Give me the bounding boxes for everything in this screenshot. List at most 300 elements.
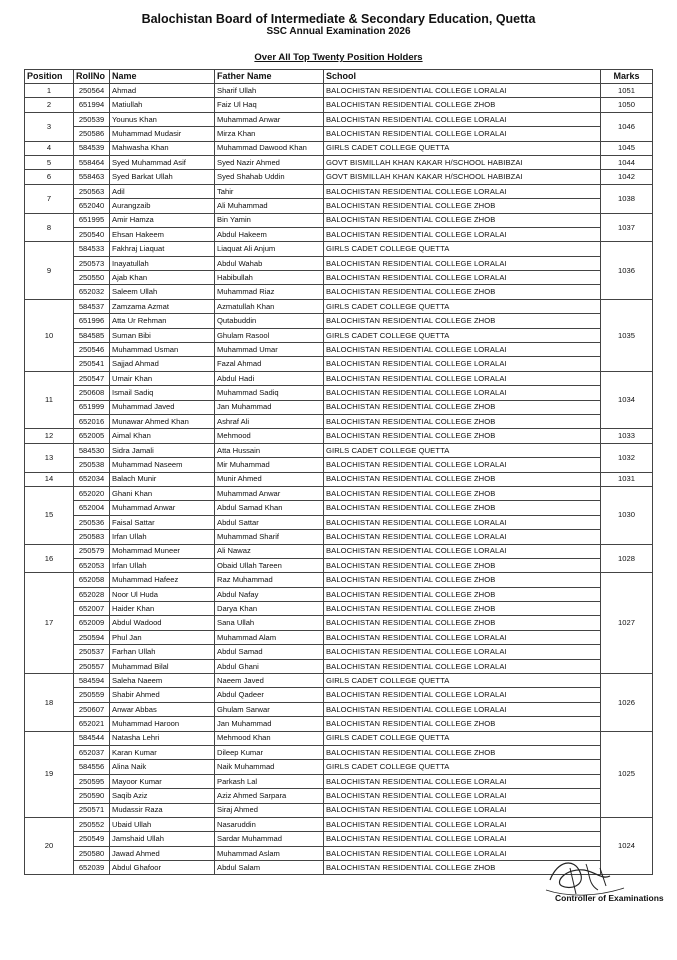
father-name-cell: Faiz Ul Haq bbox=[215, 98, 324, 112]
marks-cell: 1038 bbox=[601, 184, 653, 213]
table-row bbox=[25, 184, 653, 198]
table-row bbox=[25, 688, 653, 702]
school-cell: BALOCHISTAN RESIDENTIAL COLLEGE LORALAI bbox=[324, 659, 601, 673]
rollno-cell: 584533 bbox=[74, 242, 110, 256]
name-cell: Balach Munir bbox=[110, 472, 215, 486]
school-cell: BALOCHISTAN RESIDENTIAL COLLEGE LORALAI bbox=[324, 544, 601, 558]
father-name-cell: Muhammad Alam bbox=[215, 630, 324, 644]
table-row bbox=[25, 357, 653, 371]
school-cell: BALOCHISTAN RESIDENTIAL COLLEGE ZHOB bbox=[324, 717, 601, 731]
marks-cell: 1031 bbox=[601, 472, 653, 486]
name-cell: Muhammad Usman bbox=[110, 343, 215, 357]
position-cell: 11 bbox=[25, 371, 74, 429]
rollno-cell: 652053 bbox=[74, 558, 110, 572]
marks-cell: 1044 bbox=[601, 155, 653, 169]
col-header-father-name: Father Name bbox=[215, 70, 324, 84]
father-name-cell: Parkash Lal bbox=[215, 774, 324, 788]
name-cell: Matiullah bbox=[110, 98, 215, 112]
father-name-cell: Ali Muhammad bbox=[215, 199, 324, 213]
marks-cell: 1030 bbox=[601, 486, 653, 544]
position-cell: 15 bbox=[25, 486, 74, 544]
rollno-cell: 250580 bbox=[74, 846, 110, 860]
rollno-cell: 250552 bbox=[74, 817, 110, 831]
rollno-cell: 250579 bbox=[74, 544, 110, 558]
marks-cell: 1026 bbox=[601, 674, 653, 732]
rollno-cell: 250549 bbox=[74, 832, 110, 846]
school-cell: BALOCHISTAN RESIDENTIAL COLLEGE ZHOB bbox=[324, 285, 601, 299]
table-row bbox=[25, 745, 653, 759]
name-cell: Muhammad Javed bbox=[110, 400, 215, 414]
name-cell: Abdul Wadood bbox=[110, 616, 215, 630]
rollno-cell: 584539 bbox=[74, 141, 110, 155]
name-cell: Ehsan Hakeem bbox=[110, 227, 215, 241]
marks-cell: 1028 bbox=[601, 544, 653, 573]
name-cell: Syed Muhammad Asif bbox=[110, 155, 215, 169]
rollno-cell: 584537 bbox=[74, 299, 110, 313]
marks-cell: 1024 bbox=[601, 817, 653, 875]
rollno-cell: 250573 bbox=[74, 256, 110, 270]
table-row bbox=[25, 803, 653, 817]
father-name-cell: Muhammad Sadiq bbox=[215, 386, 324, 400]
school-cell: BALOCHISTAN RESIDENTIAL COLLEGE ZHOB bbox=[324, 414, 601, 428]
rollno-cell: 652005 bbox=[74, 429, 110, 443]
father-name-cell: Ali Nawaz bbox=[215, 544, 324, 558]
school-cell: BALOCHISTAN RESIDENTIAL COLLEGE LORALAI bbox=[324, 127, 601, 141]
father-name-cell: Abdul Hadi bbox=[215, 371, 324, 385]
rollno-cell: 584556 bbox=[74, 760, 110, 774]
position-cell: 10 bbox=[25, 299, 74, 371]
school-cell: BALOCHISTAN RESIDENTIAL COLLEGE LORALAI bbox=[324, 515, 601, 529]
rollno-cell: 558464 bbox=[74, 155, 110, 169]
rollno-cell: 584544 bbox=[74, 731, 110, 745]
name-cell: Karan Kumar bbox=[110, 745, 215, 759]
marks-cell: 1050 bbox=[601, 98, 653, 112]
table-row bbox=[25, 400, 653, 414]
rollno-cell: 652034 bbox=[74, 472, 110, 486]
rollno-cell: 652039 bbox=[74, 861, 110, 875]
table-row bbox=[25, 501, 653, 515]
rollno-cell: 584594 bbox=[74, 674, 110, 688]
rollno-cell: 250557 bbox=[74, 659, 110, 673]
rollno-cell: 250608 bbox=[74, 386, 110, 400]
marks-cell: 1042 bbox=[601, 170, 653, 184]
table-row bbox=[25, 299, 653, 313]
name-cell: Inayatullah bbox=[110, 256, 215, 270]
school-cell: BALOCHISTAN RESIDENTIAL COLLEGE ZHOB bbox=[324, 573, 601, 587]
name-cell: Jawad Ahmed bbox=[110, 846, 215, 860]
marks-cell: 1025 bbox=[601, 731, 653, 817]
table-row bbox=[25, 717, 653, 731]
table-row bbox=[25, 760, 653, 774]
table-row bbox=[25, 84, 653, 98]
school-cell: GOVT BISMILLAH KHAN KAKAR H/SCHOOL HABIBZAI bbox=[324, 170, 601, 184]
name-cell: Saqib Aziz bbox=[110, 789, 215, 803]
rollno-cell: 250540 bbox=[74, 227, 110, 241]
school-cell: GIRLS CADET COLLEGE QUETTA bbox=[324, 760, 601, 774]
father-name-cell: Muhammad Dawood Khan bbox=[215, 141, 324, 155]
father-name-cell: Qutabuddin bbox=[215, 314, 324, 328]
rollno-cell: 558463 bbox=[74, 170, 110, 184]
position-cell: 5 bbox=[25, 155, 74, 169]
name-cell: Sidra Jamali bbox=[110, 443, 215, 457]
name-cell: Suman Bibi bbox=[110, 328, 215, 342]
school-cell: BALOCHISTAN RESIDENTIAL COLLEGE ZHOB bbox=[324, 587, 601, 601]
father-name-cell: Mehmood Khan bbox=[215, 731, 324, 745]
school-cell: BALOCHISTAN RESIDENTIAL COLLEGE ZHOB bbox=[324, 199, 601, 213]
rollno-cell: 652020 bbox=[74, 486, 110, 500]
school-cell: BALOCHISTAN RESIDENTIAL COLLEGE LORALAI bbox=[324, 789, 601, 803]
rollno-cell: 250546 bbox=[74, 343, 110, 357]
table-row bbox=[25, 731, 653, 745]
school-cell: GOVT BISMILLAH KHAN KAKAR H/SCHOOL HABIBZAI bbox=[324, 155, 601, 169]
rollno-cell: 250559 bbox=[74, 688, 110, 702]
father-name-cell: Jan Muhammad bbox=[215, 400, 324, 414]
table-row bbox=[25, 817, 653, 831]
name-cell: Munawar Ahmed Khan bbox=[110, 414, 215, 428]
father-name-cell: Abdul Salam bbox=[215, 861, 324, 875]
name-cell: Mayoor Kumar bbox=[110, 774, 215, 788]
father-name-cell: Sardar Muhammad bbox=[215, 832, 324, 846]
name-cell: Ghani Khan bbox=[110, 486, 215, 500]
rollno-cell: 652021 bbox=[74, 717, 110, 731]
marks-cell: 1051 bbox=[601, 84, 653, 98]
school-cell: BALOCHISTAN RESIDENTIAL COLLEGE LORALAI bbox=[324, 112, 601, 126]
table-row bbox=[25, 386, 653, 400]
name-cell: Mudassir Raza bbox=[110, 803, 215, 817]
name-cell: Muhammad Mudasir bbox=[110, 127, 215, 141]
table-row bbox=[25, 314, 653, 328]
marks-cell: 1032 bbox=[601, 443, 653, 472]
position-cell: 17 bbox=[25, 573, 74, 674]
school-cell: BALOCHISTAN RESIDENTIAL COLLEGE ZHOB bbox=[324, 745, 601, 759]
table-row bbox=[25, 429, 653, 443]
school-cell: GIRLS CADET COLLEGE QUETTA bbox=[324, 242, 601, 256]
name-cell: Muhammad Haroon bbox=[110, 717, 215, 731]
table-row bbox=[25, 530, 653, 544]
table-row bbox=[25, 127, 653, 141]
father-name-cell: Siraj Ahmed bbox=[215, 803, 324, 817]
father-name-cell: Nasaruddin bbox=[215, 817, 324, 831]
name-cell: Phul Jan bbox=[110, 630, 215, 644]
rollno-cell: 250607 bbox=[74, 702, 110, 716]
table-row bbox=[25, 213, 653, 227]
name-cell: Natasha Lehri bbox=[110, 731, 215, 745]
table-row bbox=[25, 199, 653, 213]
father-name-cell: Abdul Hakeem bbox=[215, 227, 324, 241]
table-row bbox=[25, 544, 653, 558]
school-cell: BALOCHISTAN RESIDENTIAL COLLEGE LORALAI bbox=[324, 271, 601, 285]
name-cell: Shabir Ahmed bbox=[110, 688, 215, 702]
father-name-cell: Abdul Ghani bbox=[215, 659, 324, 673]
table-row bbox=[25, 271, 653, 285]
father-name-cell: Abdul Sattar bbox=[215, 515, 324, 529]
table-row bbox=[25, 227, 653, 241]
rollno-cell: 250564 bbox=[74, 84, 110, 98]
rollno-cell: 584585 bbox=[74, 328, 110, 342]
school-cell: BALOCHISTAN RESIDENTIAL COLLEGE ZHOB bbox=[324, 472, 601, 486]
school-cell: GIRLS CADET COLLEGE QUETTA bbox=[324, 328, 601, 342]
marks-cell: 1036 bbox=[601, 242, 653, 300]
rollno-cell: 652037 bbox=[74, 745, 110, 759]
name-cell: Umair Khan bbox=[110, 371, 215, 385]
father-name-cell: Bin Yamin bbox=[215, 213, 324, 227]
father-name-cell: Munir Ahmed bbox=[215, 472, 324, 486]
rollno-cell: 652028 bbox=[74, 587, 110, 601]
father-name-cell: Habibullah bbox=[215, 271, 324, 285]
table-row bbox=[25, 141, 653, 155]
table-row bbox=[25, 674, 653, 688]
father-name-cell: Sharif Ullah bbox=[215, 84, 324, 98]
board-title: Balochistan Board of Intermediate & Secondary Education, Quetta bbox=[141, 12, 536, 26]
name-cell: Muhammad Anwar bbox=[110, 501, 215, 515]
rollno-cell: 651996 bbox=[74, 314, 110, 328]
rollno-cell: 651999 bbox=[74, 400, 110, 414]
school-cell: BALOCHISTAN RESIDENTIAL COLLEGE ZHOB bbox=[324, 400, 601, 414]
name-cell: Noor Ul Huda bbox=[110, 587, 215, 601]
name-cell: Faisal Sattar bbox=[110, 515, 215, 529]
col-header-name: Name bbox=[110, 70, 215, 84]
school-cell: BALOCHISTAN RESIDENTIAL COLLEGE LORALAI bbox=[324, 357, 601, 371]
school-cell: BALOCHISTAN RESIDENTIAL COLLEGE ZHOB bbox=[324, 486, 601, 500]
father-name-cell: Azmatullah Khan bbox=[215, 299, 324, 313]
name-cell: Syed Barkat Ullah bbox=[110, 170, 215, 184]
col-header-marks: Marks bbox=[601, 70, 653, 84]
name-cell: Farhan Ullah bbox=[110, 645, 215, 659]
position-cell: 7 bbox=[25, 184, 74, 213]
table-row bbox=[25, 98, 653, 112]
name-cell: Zamzama Azmat bbox=[110, 299, 215, 313]
position-cell: 20 bbox=[25, 817, 74, 875]
father-name-cell: Obaid Ullah Tareen bbox=[215, 558, 324, 572]
name-cell: Adil bbox=[110, 184, 215, 198]
name-cell: Irfan Ullah bbox=[110, 530, 215, 544]
school-cell: BALOCHISTAN RESIDENTIAL COLLEGE LORALAI bbox=[324, 256, 601, 270]
rollno-cell: 652007 bbox=[74, 602, 110, 616]
school-cell: BALOCHISTAN RESIDENTIAL COLLEGE ZHOB bbox=[324, 558, 601, 572]
father-name-cell: Ghulam Sarwar bbox=[215, 702, 324, 716]
rollno-cell: 250594 bbox=[74, 630, 110, 644]
table-row bbox=[25, 443, 653, 457]
school-cell: BALOCHISTAN RESIDENTIAL COLLEGE LORALAI bbox=[324, 630, 601, 644]
table-row bbox=[25, 458, 653, 472]
father-name-cell: Muhammad Umar bbox=[215, 343, 324, 357]
rollno-cell: 652016 bbox=[74, 414, 110, 428]
name-cell: Saleha Naeem bbox=[110, 674, 215, 688]
table-row bbox=[25, 616, 653, 630]
name-cell: Saleem Ullah bbox=[110, 285, 215, 299]
school-cell: BALOCHISTAN RESIDENTIAL COLLEGE LORALAI bbox=[324, 184, 601, 198]
school-cell: BALOCHISTAN RESIDENTIAL COLLEGE ZHOB bbox=[324, 602, 601, 616]
name-cell: Ajab Khan bbox=[110, 271, 215, 285]
rollno-cell: 250583 bbox=[74, 530, 110, 544]
father-name-cell: Naeem Javed bbox=[215, 674, 324, 688]
col-header-position: Position bbox=[25, 70, 74, 84]
marks-cell: 1046 bbox=[601, 112, 653, 141]
school-cell: GIRLS CADET COLLEGE QUETTA bbox=[324, 141, 601, 155]
school-cell: BALOCHISTAN RESIDENTIAL COLLEGE LORALAI bbox=[324, 386, 601, 400]
father-name-cell: Mehmood bbox=[215, 429, 324, 443]
school-cell: BALOCHISTAN RESIDENTIAL COLLEGE ZHOB bbox=[324, 501, 601, 515]
table-row bbox=[25, 256, 653, 270]
school-cell: GIRLS CADET COLLEGE QUETTA bbox=[324, 443, 601, 457]
father-name-cell: Muhammad Riaz bbox=[215, 285, 324, 299]
school-cell: BALOCHISTAN RESIDENTIAL COLLEGE LORALAI bbox=[324, 846, 601, 860]
position-cell: 9 bbox=[25, 242, 74, 300]
father-name-cell: Tahir bbox=[215, 184, 324, 198]
father-name-cell: Sana Ullah bbox=[215, 616, 324, 630]
table-row bbox=[25, 414, 653, 428]
father-name-cell: Muhammad Sharif bbox=[215, 530, 324, 544]
table-row bbox=[25, 328, 653, 342]
marks-cell: 1035 bbox=[601, 299, 653, 371]
name-cell: Jamshaid Ullah bbox=[110, 832, 215, 846]
rollno-cell: 250536 bbox=[74, 515, 110, 529]
table-row bbox=[25, 170, 653, 184]
rollno-cell: 250547 bbox=[74, 371, 110, 385]
position-cell: 4 bbox=[25, 141, 74, 155]
rollno-cell: 250595 bbox=[74, 774, 110, 788]
name-cell: Mohammad Muneer bbox=[110, 544, 215, 558]
school-cell: GIRLS CADET COLLEGE QUETTA bbox=[324, 731, 601, 745]
rollno-cell: 250586 bbox=[74, 127, 110, 141]
position-cell: 3 bbox=[25, 112, 74, 141]
table-row bbox=[25, 702, 653, 716]
rollno-cell: 652032 bbox=[74, 285, 110, 299]
school-cell: BALOCHISTAN RESIDENTIAL COLLEGE ZHOB bbox=[324, 429, 601, 443]
table-row bbox=[25, 789, 653, 803]
table-row bbox=[25, 112, 653, 126]
father-name-cell: Liaquat Ali Anjum bbox=[215, 242, 324, 256]
table-row bbox=[25, 645, 653, 659]
father-name-cell: Jan Muhammad bbox=[215, 717, 324, 731]
school-cell: BALOCHISTAN RESIDENTIAL COLLEGE LORALAI bbox=[324, 458, 601, 472]
name-cell: Mahwasha Khan bbox=[110, 141, 215, 155]
position-cell: 14 bbox=[25, 472, 74, 486]
school-cell: BALOCHISTAN RESIDENTIAL COLLEGE LORALAI bbox=[324, 371, 601, 385]
father-name-cell: Syed Nazir Ahmed bbox=[215, 155, 324, 169]
rollno-cell: 652009 bbox=[74, 616, 110, 630]
table-body bbox=[25, 84, 653, 875]
name-cell: Atta Ur Rehman bbox=[110, 314, 215, 328]
name-cell: Younus Khan bbox=[110, 112, 215, 126]
rollno-cell: 250571 bbox=[74, 803, 110, 817]
table-row bbox=[25, 472, 653, 486]
table-row bbox=[25, 630, 653, 644]
name-cell: Alina Naik bbox=[110, 760, 215, 774]
table-header-row bbox=[25, 70, 653, 84]
table-row bbox=[25, 558, 653, 572]
name-cell: Muhammad Hafeez bbox=[110, 573, 215, 587]
school-cell: BALOCHISTAN RESIDENTIAL COLLEGE LORALAI bbox=[324, 227, 601, 241]
table-row bbox=[25, 486, 653, 500]
table-row bbox=[25, 515, 653, 529]
school-cell: BALOCHISTAN RESIDENTIAL COLLEGE LORALAI bbox=[324, 702, 601, 716]
col-header-school: School bbox=[324, 70, 601, 84]
father-name-cell: Muhammad Anwar bbox=[215, 112, 324, 126]
exam-subtitle: SSC Annual Examination 2026 bbox=[266, 26, 411, 37]
table-row bbox=[25, 285, 653, 299]
marks-cell: 1037 bbox=[601, 213, 653, 242]
marks-cell: 1034 bbox=[601, 371, 653, 429]
position-cell: 6 bbox=[25, 170, 74, 184]
father-name-cell: Raz Muhammad bbox=[215, 573, 324, 587]
school-cell: BALOCHISTAN RESIDENTIAL COLLEGE LORALAI bbox=[324, 774, 601, 788]
position-cell: 8 bbox=[25, 213, 74, 242]
father-name-cell: Abdul Nafay bbox=[215, 587, 324, 601]
school-cell: GIRLS CADET COLLEGE QUETTA bbox=[324, 299, 601, 313]
rollno-cell: 652058 bbox=[74, 573, 110, 587]
rollno-cell: 250541 bbox=[74, 357, 110, 371]
rollno-cell: 651995 bbox=[74, 213, 110, 227]
name-cell: Aimal Khan bbox=[110, 429, 215, 443]
table-row bbox=[25, 832, 653, 846]
marks-cell: 1033 bbox=[601, 429, 653, 443]
name-cell: Ahmad bbox=[110, 84, 215, 98]
position-cell: 13 bbox=[25, 443, 74, 472]
school-cell: BALOCHISTAN RESIDENTIAL COLLEGE LORALAI bbox=[324, 688, 601, 702]
position-holders-table bbox=[24, 69, 653, 875]
father-name-cell: Dileep Kumar bbox=[215, 745, 324, 759]
name-cell: Anwar Abbas bbox=[110, 702, 215, 716]
name-cell: Ubaid Ullah bbox=[110, 817, 215, 831]
marks-cell: 1045 bbox=[601, 141, 653, 155]
rollno-cell: 652004 bbox=[74, 501, 110, 515]
name-cell: Aurangzaib bbox=[110, 199, 215, 213]
rollno-cell: 250538 bbox=[74, 458, 110, 472]
father-name-cell: Abdul Qadeer bbox=[215, 688, 324, 702]
position-cell: 18 bbox=[25, 674, 74, 732]
father-name-cell: Fazal Ahmad bbox=[215, 357, 324, 371]
table-row bbox=[25, 371, 653, 385]
rollno-cell: 652040 bbox=[74, 199, 110, 213]
name-cell: Sajjad Ahmad bbox=[110, 357, 215, 371]
father-name-cell: Atta Hussain bbox=[215, 443, 324, 457]
school-cell: BALOCHISTAN RESIDENTIAL COLLEGE LORALAI bbox=[324, 803, 601, 817]
father-name-cell: Syed Shahab Uddin bbox=[215, 170, 324, 184]
table-row bbox=[25, 659, 653, 673]
father-name-cell: Darya Khan bbox=[215, 602, 324, 616]
name-cell: Abdul Ghafoor bbox=[110, 861, 215, 875]
father-name-cell: Muhammad Aslam bbox=[215, 846, 324, 860]
position-cell: 1 bbox=[25, 84, 74, 98]
school-cell: BALOCHISTAN RESIDENTIAL COLLEGE LORALAI bbox=[324, 645, 601, 659]
table-row bbox=[25, 155, 653, 169]
name-cell: Irfan Ullah bbox=[110, 558, 215, 572]
father-name-cell: Muhammad Anwar bbox=[215, 486, 324, 500]
name-cell: Muhammad Bilal bbox=[110, 659, 215, 673]
table-row bbox=[25, 587, 653, 601]
position-cell: 12 bbox=[25, 429, 74, 443]
position-cell: 2 bbox=[25, 98, 74, 112]
school-cell: BALOCHISTAN RESIDENTIAL COLLEGE ZHOB bbox=[324, 861, 601, 875]
school-cell: BALOCHISTAN RESIDENTIAL COLLEGE LORALAI bbox=[324, 832, 601, 846]
name-cell: Fakhraj Liaquat bbox=[110, 242, 215, 256]
school-cell: GIRLS CADET COLLEGE QUETTA bbox=[324, 674, 601, 688]
school-cell: BALOCHISTAN RESIDENTIAL COLLEGE ZHOB bbox=[324, 98, 601, 112]
father-name-cell: Naik Muhammad bbox=[215, 760, 324, 774]
name-cell: Muhammad Naseem bbox=[110, 458, 215, 472]
col-header-rollno: RollNo bbox=[74, 70, 110, 84]
father-name-cell: Abdul Samad Khan bbox=[215, 501, 324, 515]
position-cell: 16 bbox=[25, 544, 74, 573]
school-cell: BALOCHISTAN RESIDENTIAL COLLEGE ZHOB bbox=[324, 213, 601, 227]
school-cell: BALOCHISTAN RESIDENTIAL COLLEGE LORALAI bbox=[324, 343, 601, 357]
school-cell: BALOCHISTAN RESIDENTIAL COLLEGE ZHOB bbox=[324, 616, 601, 630]
name-cell: Haider Khan bbox=[110, 602, 215, 616]
school-cell: BALOCHISTAN RESIDENTIAL COLLEGE LORALAI bbox=[324, 817, 601, 831]
table-row bbox=[25, 602, 653, 616]
school-cell: BALOCHISTAN RESIDENTIAL COLLEGE ZHOB bbox=[324, 314, 601, 328]
